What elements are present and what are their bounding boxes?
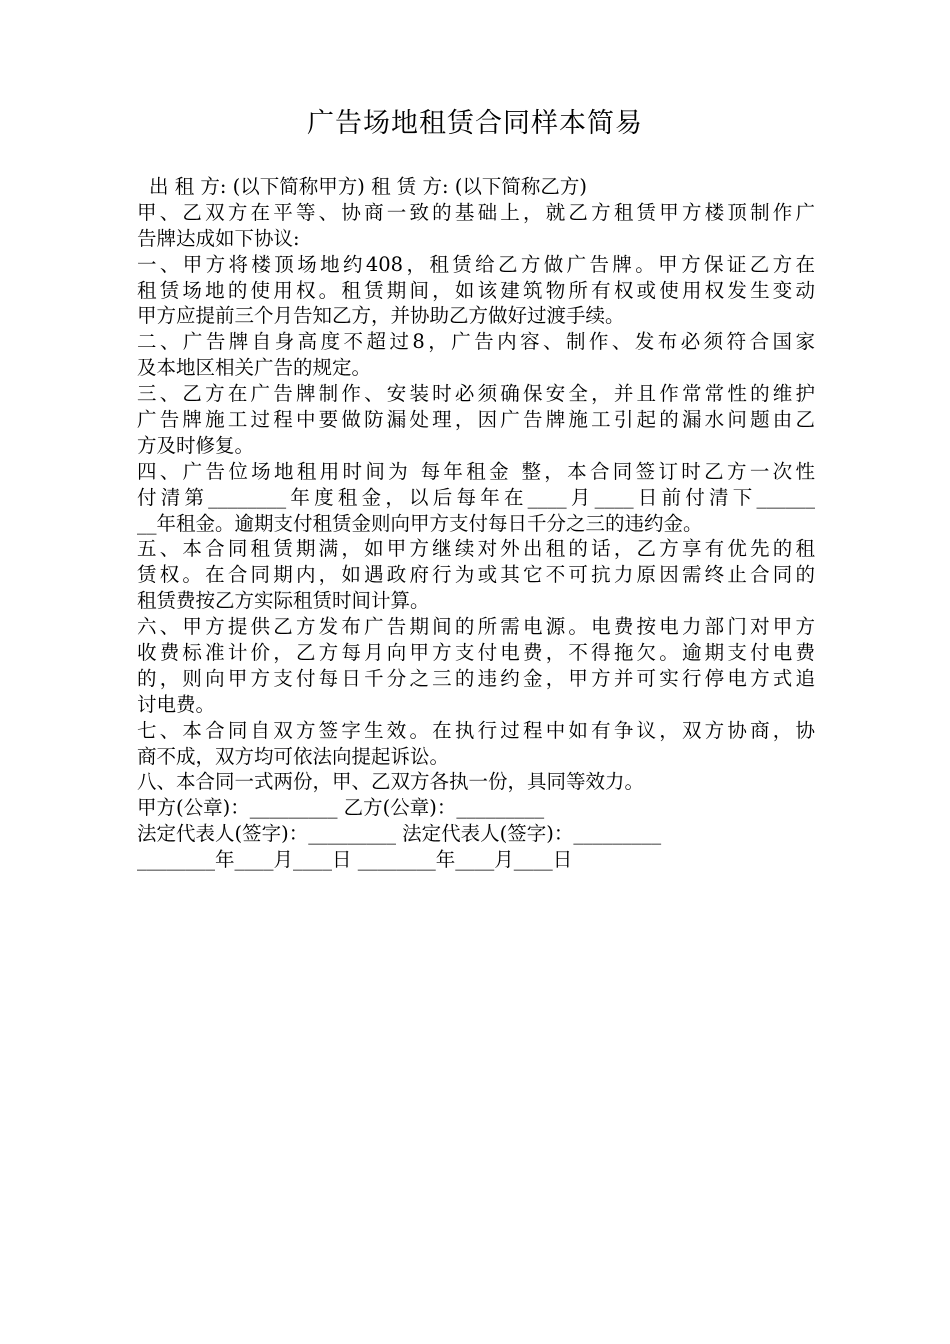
line-clause-2: 二、广告牌自身高度不超过8，广告内容、制作、发布必须符合国家 — [137, 330, 815, 354]
signature-representative-line: 法定代表人(签字)：_________ 法定代表人(签字)：_________ — [137, 822, 662, 846]
line-preamble: 甲、乙双方在平等、协商一致的基础上，就乙方租赁甲方楼顶制作广 — [137, 200, 815, 224]
line-clause-7: 商不成，双方均可依法向提起诉讼。 — [137, 744, 450, 768]
line-clause-3: 方及时修复。 — [137, 433, 255, 457]
line-clause-3: 三、乙方在广告牌制作、安装时必须确保安全，并且作常常性的维护 — [137, 382, 815, 406]
line-clause-2: 及本地区相关广告的规定。 — [137, 356, 372, 380]
line-parties: 出 租 方: (以下简称甲方) 租 赁 方: (以下简称乙方) — [149, 175, 587, 198]
line-clause-1: 租赁场地的使用权。租赁期间，如该建筑物所有权或使用权发生变动 — [137, 278, 815, 302]
line-clause-3: 广告牌施工过程中要做防漏处理，因广告牌施工引起的漏水问题由乙 — [137, 408, 815, 432]
line-preamble: 告牌达成如下协议: — [137, 226, 300, 250]
line-clause-6: 六、甲方提供乙方发布广告期间的所需电源。电费按电力部门对甲方 — [137, 615, 815, 639]
line-clause-4: __年租金。逾期支付租赁金则向甲方支付每日千分之三的违约金。 — [137, 511, 703, 535]
signature-seal-line: 甲方(公章)：_________ 乙方(公章)：_________ — [137, 796, 545, 820]
line-clause-6: 的，则向甲方支付每日千分之三的违约金，甲方并可实行停电方式追 — [137, 666, 815, 690]
line-clause-6: 讨电费。 — [137, 692, 216, 716]
document-body — [137, 174, 815, 873]
line-clause-8: 八、本合同一式两份，甲、乙双方各执一份，具同等效力。 — [137, 770, 645, 794]
line-clause-5: 租赁费按乙方实际租赁时间计算。 — [137, 589, 430, 613]
line-clause-1: 甲方应提前三个月告知乙方，并协助乙方做好过渡手续。 — [137, 304, 625, 328]
line-clause-6: 收费标准计价，乙方每月向甲方支付电费，不得拖欠。逾期支付电费 — [137, 641, 815, 665]
line-clause-4: 四、广告位场地租用时间为 每年租金 整，本合同签订时乙方一次性 — [137, 459, 815, 483]
line-clause-1: 一、甲方将楼顶场地约408，租赁给乙方做广告牌。甲方保证乙方在 — [137, 252, 815, 276]
line-clause-4: 付清第________年度租金，以后每年在____月____日前付清下______ — [137, 485, 815, 509]
line-clause-7: 七、本合同自双方签字生效。在执行过程中如有争议，双方协商，协 — [137, 718, 815, 742]
document-title: 广告场地租赁合同样本简易 — [307, 108, 643, 139]
signature-date-line: ________年____月____日 ________年____月____日 — [137, 848, 573, 872]
line-clause-5: 五、本合同租赁期满，如甲方继续对外出租的话，乙方享有优先的租 — [137, 537, 815, 561]
line-clause-5: 赁权。在合同期内，如遇政府行为或其它不可抗力原因需终止合同的 — [137, 563, 815, 587]
